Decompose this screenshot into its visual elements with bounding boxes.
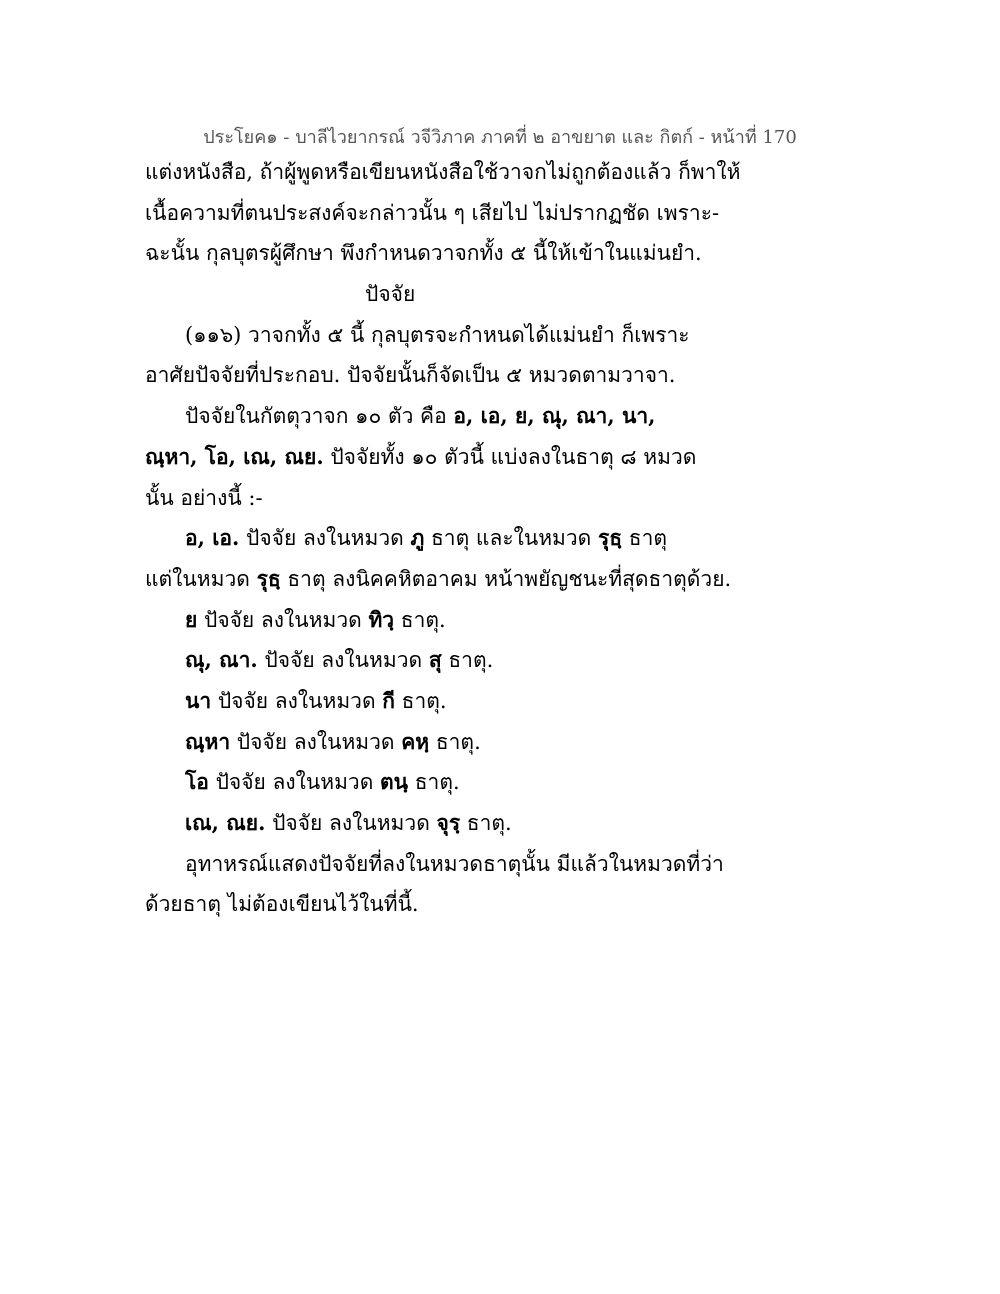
kattu-line-3: นั้น อย่างนี้ :- bbox=[145, 485, 263, 510]
item-ne bbox=[145, 803, 865, 844]
pajjaya-label: ณฺหา bbox=[185, 728, 231, 754]
item-text: ปัจจัย ลงในหมวด bbox=[208, 770, 381, 795]
kattu-pajjaya-list: อ, เอ, ย, ณุ, ณา, นา, bbox=[453, 403, 656, 429]
dhatu-root: สุ bbox=[428, 647, 442, 673]
item-text: ปัจจัย ลงในหมวด bbox=[197, 607, 369, 632]
item-a-e-cont bbox=[145, 559, 865, 600]
document-body bbox=[145, 152, 865, 925]
item-text: ธาตุ ลงนิคคหิตอาคม หน้าพยัญชนะที่สุดธาตุด้วย. bbox=[280, 566, 732, 591]
item-text: ธาตุ. bbox=[395, 688, 447, 713]
para-116-line-2: อาศัยปัจจัยที่ประกอบ. ปัจจัยนั้นก็จัดเป็น ๕ หมวดตามวาจา. bbox=[145, 363, 676, 388]
kattu-line-2 bbox=[145, 437, 865, 478]
intro-line-3: ฉะนั้น กุลบุตรผู้ศึกษา พึงกำหนดวาจกทั้ง ๕ นี้ให้เข้าในแม่นยำ. bbox=[145, 241, 702, 266]
dhatu-root: รุธฺ bbox=[256, 565, 281, 591]
item-text: ธาตุ และในหมวด bbox=[424, 526, 598, 551]
para-116-line-1: (๑๑๖) วาจกทั้ง ๕ นี้ กุลบุตรจะกำหนดได้แม่นยำ ก็เพราะ bbox=[185, 322, 690, 347]
item-a-e bbox=[145, 518, 865, 559]
dhatu-root: ภู bbox=[410, 525, 425, 551]
closing-line-1: อุทาหรณ์แสดงปัจจัยที่ลงในหมวดธาตุนั้น มีแล้วในหมวดที่ว่า bbox=[185, 851, 724, 876]
pajjaya-label: ย bbox=[185, 606, 198, 632]
item-ya bbox=[145, 600, 865, 641]
kattu-pajjaya-list-cont: ณฺหา, โอ, เณ, ณย. bbox=[145, 443, 324, 469]
item-text: ปัจจัย ลงในหมวด bbox=[265, 811, 437, 835]
intro-line-2: เนื้อความที่ตนประสงค์จะกล่าวนั้น ๆ เสียไป ไม่ปรากฏชัด เพราะ- bbox=[145, 200, 720, 225]
item-text: ธาตุ. bbox=[394, 607, 446, 632]
closing-line-2: ด้วยธาตุ ไม่ต้องเขียนไว้ในที่นี้. bbox=[145, 892, 419, 917]
item-text: ธาตุ. bbox=[460, 811, 512, 835]
item-text: ธาตุ. bbox=[408, 770, 460, 795]
item-text: ธาตุ. bbox=[429, 729, 481, 754]
item-text: ปัจจัย ลงในหมวด bbox=[211, 688, 383, 713]
pajjaya-label: เณ, ณย. bbox=[185, 810, 266, 835]
dhatu-root: ตนฺ bbox=[380, 769, 409, 795]
section-title: ปัจจัย bbox=[365, 282, 416, 307]
item-text: ธาตุ. bbox=[441, 648, 494, 673]
item-nu bbox=[145, 640, 865, 681]
dhatu-root: จุรฺ bbox=[436, 810, 461, 835]
dhatu-root: กี bbox=[382, 687, 395, 713]
dhatu-root: รุธฺ bbox=[598, 525, 623, 551]
item-text: แต่ในหมวด bbox=[145, 566, 257, 591]
pajjaya-label: ณุ, ณา. bbox=[185, 647, 258, 673]
item-text: ปัจจัย ลงในหมวด bbox=[230, 729, 402, 754]
pajjaya-label: อ, เอ. bbox=[185, 525, 240, 551]
kattu-text-cont: ปัจจัยทั้ง ๑๐ ตัวนี้ แบ่งลงในธาตุ ๘ หมวด bbox=[323, 444, 697, 469]
page-header: ประโยค๑ - บาลีไวยากรณ์ วจีวิภาค ภาคที่ ๒ อาขยาต และ กิตก์ - หน้าที่ 170 bbox=[203, 127, 797, 148]
dhatu-root: คหฺ bbox=[401, 728, 430, 754]
item-nha bbox=[145, 722, 865, 763]
pajjaya-label: โอ bbox=[185, 769, 209, 795]
item-text: ปัจจัย ลงในหมวด bbox=[257, 648, 429, 673]
pajjaya-label: นา bbox=[185, 687, 212, 713]
dhatu-root: ทิวฺ bbox=[368, 606, 395, 632]
intro-line-1: แต่งหนังสือ, ถ้าผู้พูดหรือเขียนหนังสือใช้วาจกไม่ถูกต้องแล้ว ก็พาให้ bbox=[145, 160, 741, 184]
item-na bbox=[145, 681, 865, 722]
kattu-line-1 bbox=[145, 396, 865, 437]
item-text: ธาตุ bbox=[622, 526, 668, 551]
kattu-text: ปัจจัยในกัตตุวาจก ๑๐ ตัว คือ bbox=[185, 404, 454, 429]
item-o bbox=[145, 762, 865, 803]
item-text: ปัจจัย ลงในหมวด bbox=[239, 526, 411, 551]
